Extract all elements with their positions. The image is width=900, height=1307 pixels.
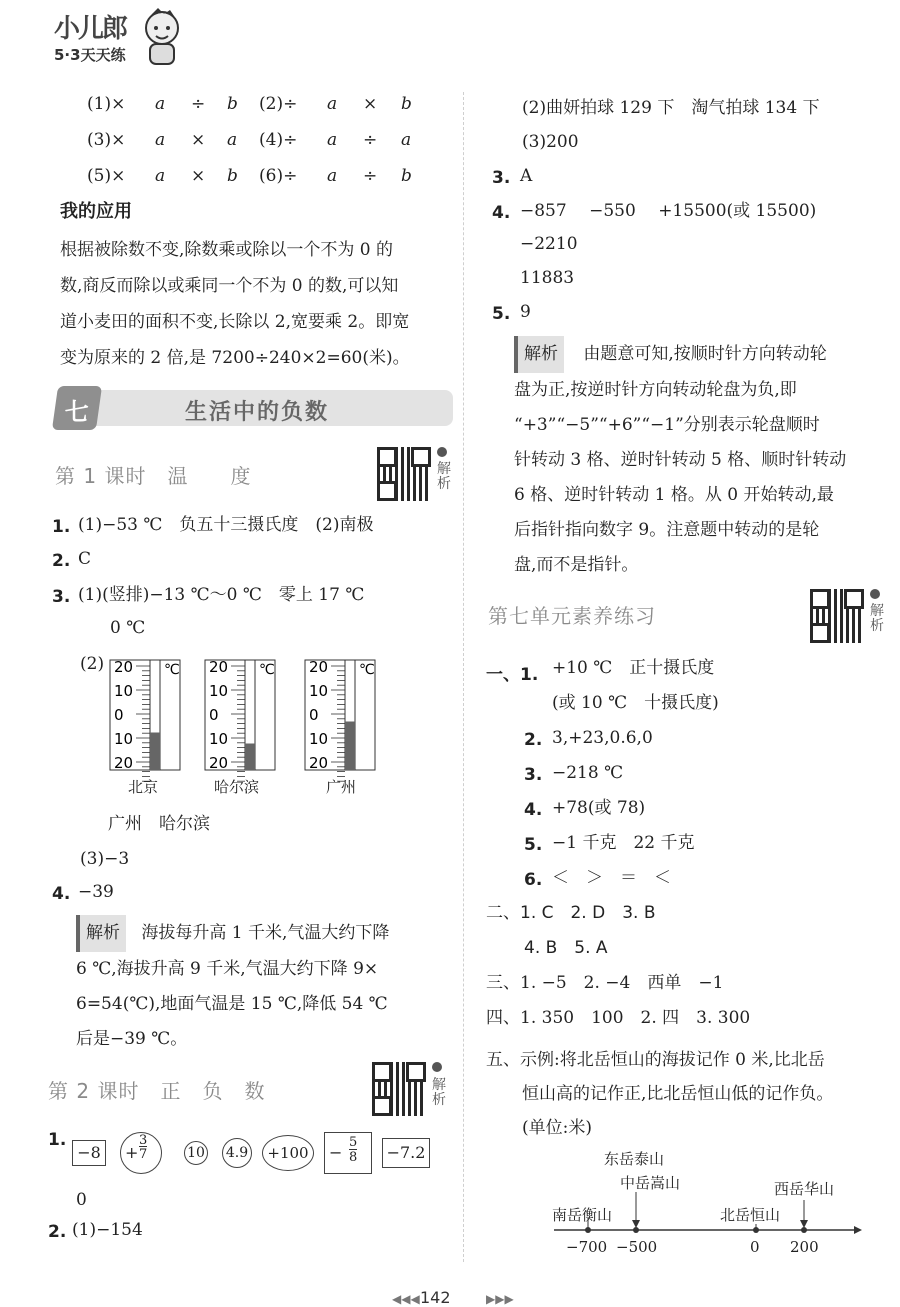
thermometer-tick-label: 10: [114, 730, 134, 748]
thermometer-fill: [345, 722, 355, 771]
part1-3-num: 3.: [524, 765, 543, 785]
part1-6-num: 6.: [524, 870, 543, 890]
tick-200: 200: [790, 1238, 819, 1256]
part4: 四、1. 350 100 2. 四 3. 300: [486, 1008, 751, 1028]
qr-label: 解析: [432, 1077, 446, 1109]
question-number: 4.: [492, 203, 511, 223]
thermometer-unit: ℃: [259, 662, 275, 678]
l1-q3-part2: (2): [80, 654, 105, 674]
question-number: 5.: [492, 304, 511, 324]
part1-6-text: ＜ ＞ ＝ ＜: [552, 868, 671, 888]
question-number: 1.: [48, 1130, 67, 1150]
lesson-2-title: 第 2 课时 正 负 数: [48, 1079, 266, 1103]
qr-code-icon[interactable]: [810, 589, 864, 643]
thermometer-tick-label: 0: [309, 706, 319, 724]
part2-b: 4. B 5. A: [524, 938, 608, 958]
qr-label: 解析: [870, 603, 884, 635]
thermometer-tick-label: 10: [309, 682, 329, 700]
lesson-1-title: 第 1 课时 温 度: [55, 464, 252, 488]
page-next-arrows[interactable]: ▶▶▶: [486, 1292, 514, 1306]
thermometer-tick-label: 20: [309, 754, 329, 772]
l1-q3-answer-c: 广州 哈尔滨: [108, 814, 210, 834]
analysis-label: 解析: [76, 915, 126, 952]
l2-q1-zero: 0: [76, 1190, 87, 1210]
l1-q4-answer: −39: [78, 882, 114, 902]
thermometer-tick-label: 20: [209, 658, 229, 676]
l1-q1-answer: (1)−53 ℃ 负五十三摄氏度 (2)南极: [78, 515, 374, 535]
part3: 三、1. −5 2. −4 西单 −1: [486, 973, 724, 993]
thermometer-fill: [150, 733, 160, 771]
part1-4-num: 4.: [524, 800, 543, 820]
play-icon: [870, 589, 880, 599]
analysis-block: 解析 由题意可知,按顺时针方向转动轮 盘为正,按逆时针方向转动轮盘为负,即 “+3”“−5”“+6”“−1”分别表示轮盘顺时 针转动 3 格、逆时针转动 5 格、顺时针转动 6 格、逆时针转动 1 格。从 0 开始转动,最 后指针指向数字 9。注意题中转动的是轮 盘,而不是指针。: [514, 336, 894, 583]
thermo-name-1: 北京: [128, 778, 159, 796]
left-column: (1)× a ÷ b (2)÷ a × b (3)× a × a (4)÷ a ÷ a (5)× a × b (6)÷ a ÷ b 我的应用 根据被除数不变,除数乘或除以一个不为 0 的 数,商反而除以或乘同一个不为 0 的数,可以知 道小麦田的面积不变,长除以 2,宽要乘 2。即宽 变为原来的 2 倍,是 7200÷240×2=60(米)。 七 生活中的负数 第 1 课时 温 度 解析 1. (1)−53 ℃ 负五十三摄氏度 (2)南极 2. C 3. (1)(竖排)−13 ℃～0 ℃ 零上 17 ℃ 0 ℃ (2) 20 10 0 10 20 ℃ 20 10 0 10 20 ℃ 20 10 0 10 20 ℃ 北京 哈尔滨 广州 广州 哈尔滨 (3)−3 4. −39 解析 海拔每升高 1 千米,气温大约下降 6 ℃,海拔升高 9 千米,气温大约下降 9× 6=54(℃),地面气温是 15 ℃,降低 54 ℃ 后是−39 ℃。 第 2 课时 正 负 数 解析 1. −8 + 3 7 10 4.9 +100 − 5 8 −7.2 0 2. (1)−154: [0, 0, 463, 1304]
page-number: 142: [420, 1288, 451, 1307]
part1-2-text: 3,+23,0.6,0: [552, 728, 653, 748]
section-banner: [55, 386, 453, 430]
r-top-line-1: (2)曲妍拍球 129 下 淘气拍球 134 下: [522, 98, 820, 118]
application-heading: 我的应用: [60, 201, 132, 222]
thermo-name-2: 哈尔滨: [214, 778, 260, 796]
part1-1-text: +10 ℃ 正十摄氏度: [552, 658, 715, 678]
question-number: 2.: [52, 551, 71, 571]
thermometer-unit: ℃: [164, 662, 180, 678]
l1-q3-answer-d: (3)−3: [80, 849, 130, 869]
mountain-number-line: [544, 1148, 894, 1258]
circle-pos-100: +100: [262, 1135, 314, 1171]
question-number: 2.: [48, 1222, 67, 1242]
label-songshan: 中岳嵩山: [620, 1174, 681, 1192]
analysis-block: 解析 海拔每升高 1 千米,气温大约下降 6 ℃,海拔升高 9 千米,气温大约下降 9× 6=54(℃),地面气温是 15 ℃,降低 54 ℃ 后是−39 ℃。: [76, 915, 456, 1057]
tick-neg500: −500: [616, 1238, 658, 1256]
section-title: 生活中的负数: [185, 400, 330, 425]
r-q4-answer-b: −2210: [520, 234, 578, 254]
thermometer-tick-label: 10: [209, 730, 229, 748]
part1-1-num: 一、1.: [486, 665, 539, 685]
logo-subtitle: 5·3天天练: [54, 46, 126, 64]
l1-q3-answer-b: 0 ℃: [110, 618, 146, 638]
play-icon: [432, 1062, 442, 1072]
question-number: 1.: [52, 517, 71, 537]
part1-5-num: 5.: [524, 835, 543, 855]
l1-q3-answer: (1)(竖排)−13 ℃～0 ℃ 零上 17 ℃: [78, 585, 365, 605]
label-hengshan-south: 南岳衡山: [552, 1206, 613, 1224]
part1-2-num: 2.: [524, 730, 543, 750]
r-q4-answer-c: 11883: [520, 268, 575, 288]
thermometer-tick-label: 10: [114, 682, 134, 700]
unit-practice-title: 第七单元素养练习: [488, 604, 656, 628]
part2-a: 二、1. C 2. D 3. B: [486, 903, 656, 923]
circle-10: 10: [184, 1141, 208, 1165]
box-neg-5-8: − 5 8: [324, 1132, 372, 1174]
box-neg7-2: −7.2: [382, 1138, 430, 1168]
play-icon: [437, 447, 447, 457]
circle-4-9: 4.9: [222, 1138, 252, 1168]
right-column: [464, 0, 900, 1304]
thermometer-unit: ℃: [359, 662, 375, 678]
label-hengshan-north: 北岳恒山: [720, 1206, 781, 1224]
l2-q2-answer: (1)−154: [72, 1220, 143, 1240]
question-number: 3.: [52, 587, 71, 607]
part1-4-text: +78(或 78): [552, 798, 646, 818]
label-taishan: 东岳泰山: [604, 1150, 665, 1168]
question-number: 3.: [492, 168, 511, 188]
page-prev-arrows[interactable]: ◀◀◀: [392, 1292, 420, 1306]
thermometer-tick-label: 20: [209, 754, 229, 772]
tick-0: 0: [750, 1238, 760, 1256]
thermometer-tick-label: 10: [209, 682, 229, 700]
logo-title: 小儿郎: [54, 14, 127, 44]
r-q3-answer: A: [520, 166, 533, 186]
r-q5-answer: 9: [520, 302, 531, 322]
analysis-label: 解析: [514, 336, 564, 373]
thermometer-tick-label: 0: [114, 706, 124, 724]
qr-label: 解析: [437, 461, 451, 493]
label-huashan: 西岳华山: [774, 1180, 835, 1198]
part1-5-text: −1 千克 22 千克: [552, 833, 695, 853]
thermometer-tick-label: 0: [209, 706, 219, 724]
section-badge: 七: [52, 386, 102, 430]
r-top-line-2: (3)200: [522, 132, 579, 152]
box-neg8: −8: [72, 1140, 106, 1166]
r-q4-answer-a: −857 −550 +15500(或 15500): [520, 201, 817, 221]
question-number: 4.: [52, 884, 71, 904]
l1-q2-answer: C: [78, 549, 92, 569]
thermometer-tick-label: 20: [114, 754, 134, 772]
part1-3-text: −218 ℃: [552, 763, 624, 783]
part5: 五、示例:将北岳恒山的海拔记作 0 米,比北岳 恒山高的记作正,比北岳恒山低的记作负。 (单位:米): [486, 1050, 834, 1138]
thermometer-tick-label: 20: [309, 658, 329, 676]
thermometer-tick-label: 10: [309, 730, 329, 748]
thermometer-fill: [245, 744, 255, 771]
thermo-name-3: 广州: [326, 778, 357, 796]
circle-pos-3-7: + 3 7: [120, 1132, 162, 1174]
application-text: 根据被除数不变,除数乘或除以一个不为 0 的 数,商反而除以或乘同一个不为 0 的数,可以知 道小麦田的面积不变,长除以 2,宽要乘 2。即宽 变为原来的 2 倍,是 7200÷240×2=60(米)。: [60, 240, 410, 368]
thermometer-tick-label: 20: [114, 658, 134, 676]
tick-neg700: −700: [566, 1238, 608, 1256]
qr-code-icon[interactable]: [372, 1062, 426, 1116]
part1-1b-text: (或 10 ℃ 十摄氏度): [552, 693, 719, 713]
qr-code-icon[interactable]: [377, 447, 431, 501]
